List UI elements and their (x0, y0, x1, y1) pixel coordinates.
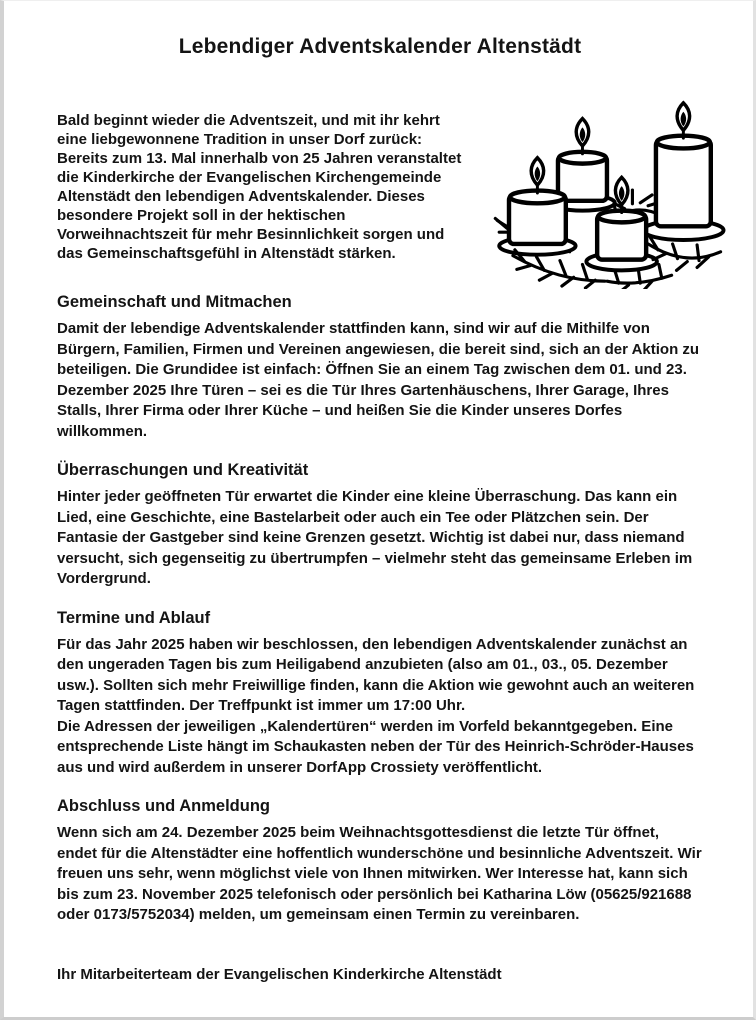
section-paragraph: Für das Jahr 2025 haben wir beschlossen, den lebendigen Adventskalender zunächst an den ungeraden Tagen bis zum Heiligabend anzubieten (also am 01., 03., 05. Dezember usw.). Sollten sich mehr Freiwillige finden, kann die Aktion wie gewohnt auch an weiteren Tagen stattfinden. Der Treffpunkt ist immer um 17:00 Uhr. (57, 635, 695, 714)
intro-block (57, 111, 703, 263)
flame-left (531, 158, 544, 193)
section-paragraph: Damit der lebendige Adventskalender stattfinden kann, sind wir auf die Mithilfe von Bürgern, Familien, Firmen und Vereinen angewiesen, die bereit sind, sich an der Aktion zu beteiligen. Die Grundidee ist einfach: Öffnen Sie an einem Tag zwischen dem 01. und 23. Dezember 2025 Ihre Türen – sei es die Tür Ihres Gartenhäuschens, Ihrer Garage, Ihres Stalls, Ihrer Firma oder Ihrer Küche – und heißen Sie die Kinder unseres Dorfes willkommen. (57, 320, 700, 440)
document-content (4, 1, 753, 983)
section-heading: Überraschungen und Kreativität (57, 461, 309, 479)
candle-left (509, 191, 566, 244)
advent-wreath-illustration (479, 97, 731, 289)
closing-line: Ihr Mitarbeiterteam der Evangelischen Kinderkirche Altenstädt (57, 965, 502, 983)
section-paragraph: Hinter jeder geöffneten Tür erwartet die Kinder eine kleine Überraschung. Das kann ein Lied, eine Geschichte, eine Bastelarbeit oder auch ein Tee oder Plätzchen sein. Der Fantasie der Gastgeber sind keine Grenzen gesetzt. Wichtig ist dabei nur, dass niemand versucht, sich gegenseitig zu übertrumpfen – vielmehr steht das gemeinsame Erleben im Vordergrund. (57, 488, 693, 587)
flame-front-middle (615, 177, 628, 212)
candle-right (656, 136, 711, 227)
flame-back-middle (576, 119, 589, 154)
section-heading: Gemeinschaft und Mitmachen (57, 293, 292, 311)
section-heading: Abschluss und Anmeldung (57, 797, 270, 815)
advent-wreath-icon (479, 97, 731, 289)
candle-front-middle (597, 211, 646, 260)
section-paragraph: Die Adressen der jeweiligen „Kalendertüren“ werden im Vorfeld bekanntgegeben. Eine entsprechende Liste hängt im Schaukasten neben der Tür des Heinrich-Schröder-Hauses aus und wird außerdem in unserer DorfApp Crossiety veröffentlicht. (57, 717, 694, 776)
section-termine (57, 609, 703, 779)
candle-back-middle (558, 152, 607, 201)
section-heading: Termine und Ablauf (57, 608, 211, 627)
page-title: Lebendiger Adventskalender Altenstädt (178, 35, 582, 58)
intro-paragraph: Bald beginnt wieder die Adventszeit, und mit ihr kehrt eine liebgewonnene Tradition in unser Dorf zurück: Bereits zum 13. Mal innerhalb von 25 Jahren veranstaltet die Kinderkirche der Evangelischen Kirchengemeinde Altenstädt den lebendigen Adventskalender. Dieses besondere Projekt soll in der hektischen Vorweihnachtszeit für mehr Besinnlichkeit sorgen und das Gemeinschaftsgefühl in Altenstädt stärken. (57, 112, 462, 262)
section-paragraph: Wenn sich am 24. Dezember 2025 beim Weihnachtsgottesdienst die letzte Tür öffnet, endet für die Altenstädter eine hoffentlich wunderschöne und besinnliche Adventszeit. Wir freuen uns sehr, wenn möglichst viele von Ihnen mitwirken. Wer Interesse hat, kann sich bis zum 23. November 2025 telefonisch oder persönlich bei Katharina Löw (05625/921688 oder 0173/5752034) melden, um gemeinsam einen Termin zu vereinbaren. (57, 824, 702, 923)
sections (57, 293, 703, 983)
section-abschluss (57, 797, 703, 926)
section-gemeinschaft (57, 293, 703, 442)
flame-right (677, 103, 690, 138)
section-ueberraschungen (57, 461, 703, 590)
